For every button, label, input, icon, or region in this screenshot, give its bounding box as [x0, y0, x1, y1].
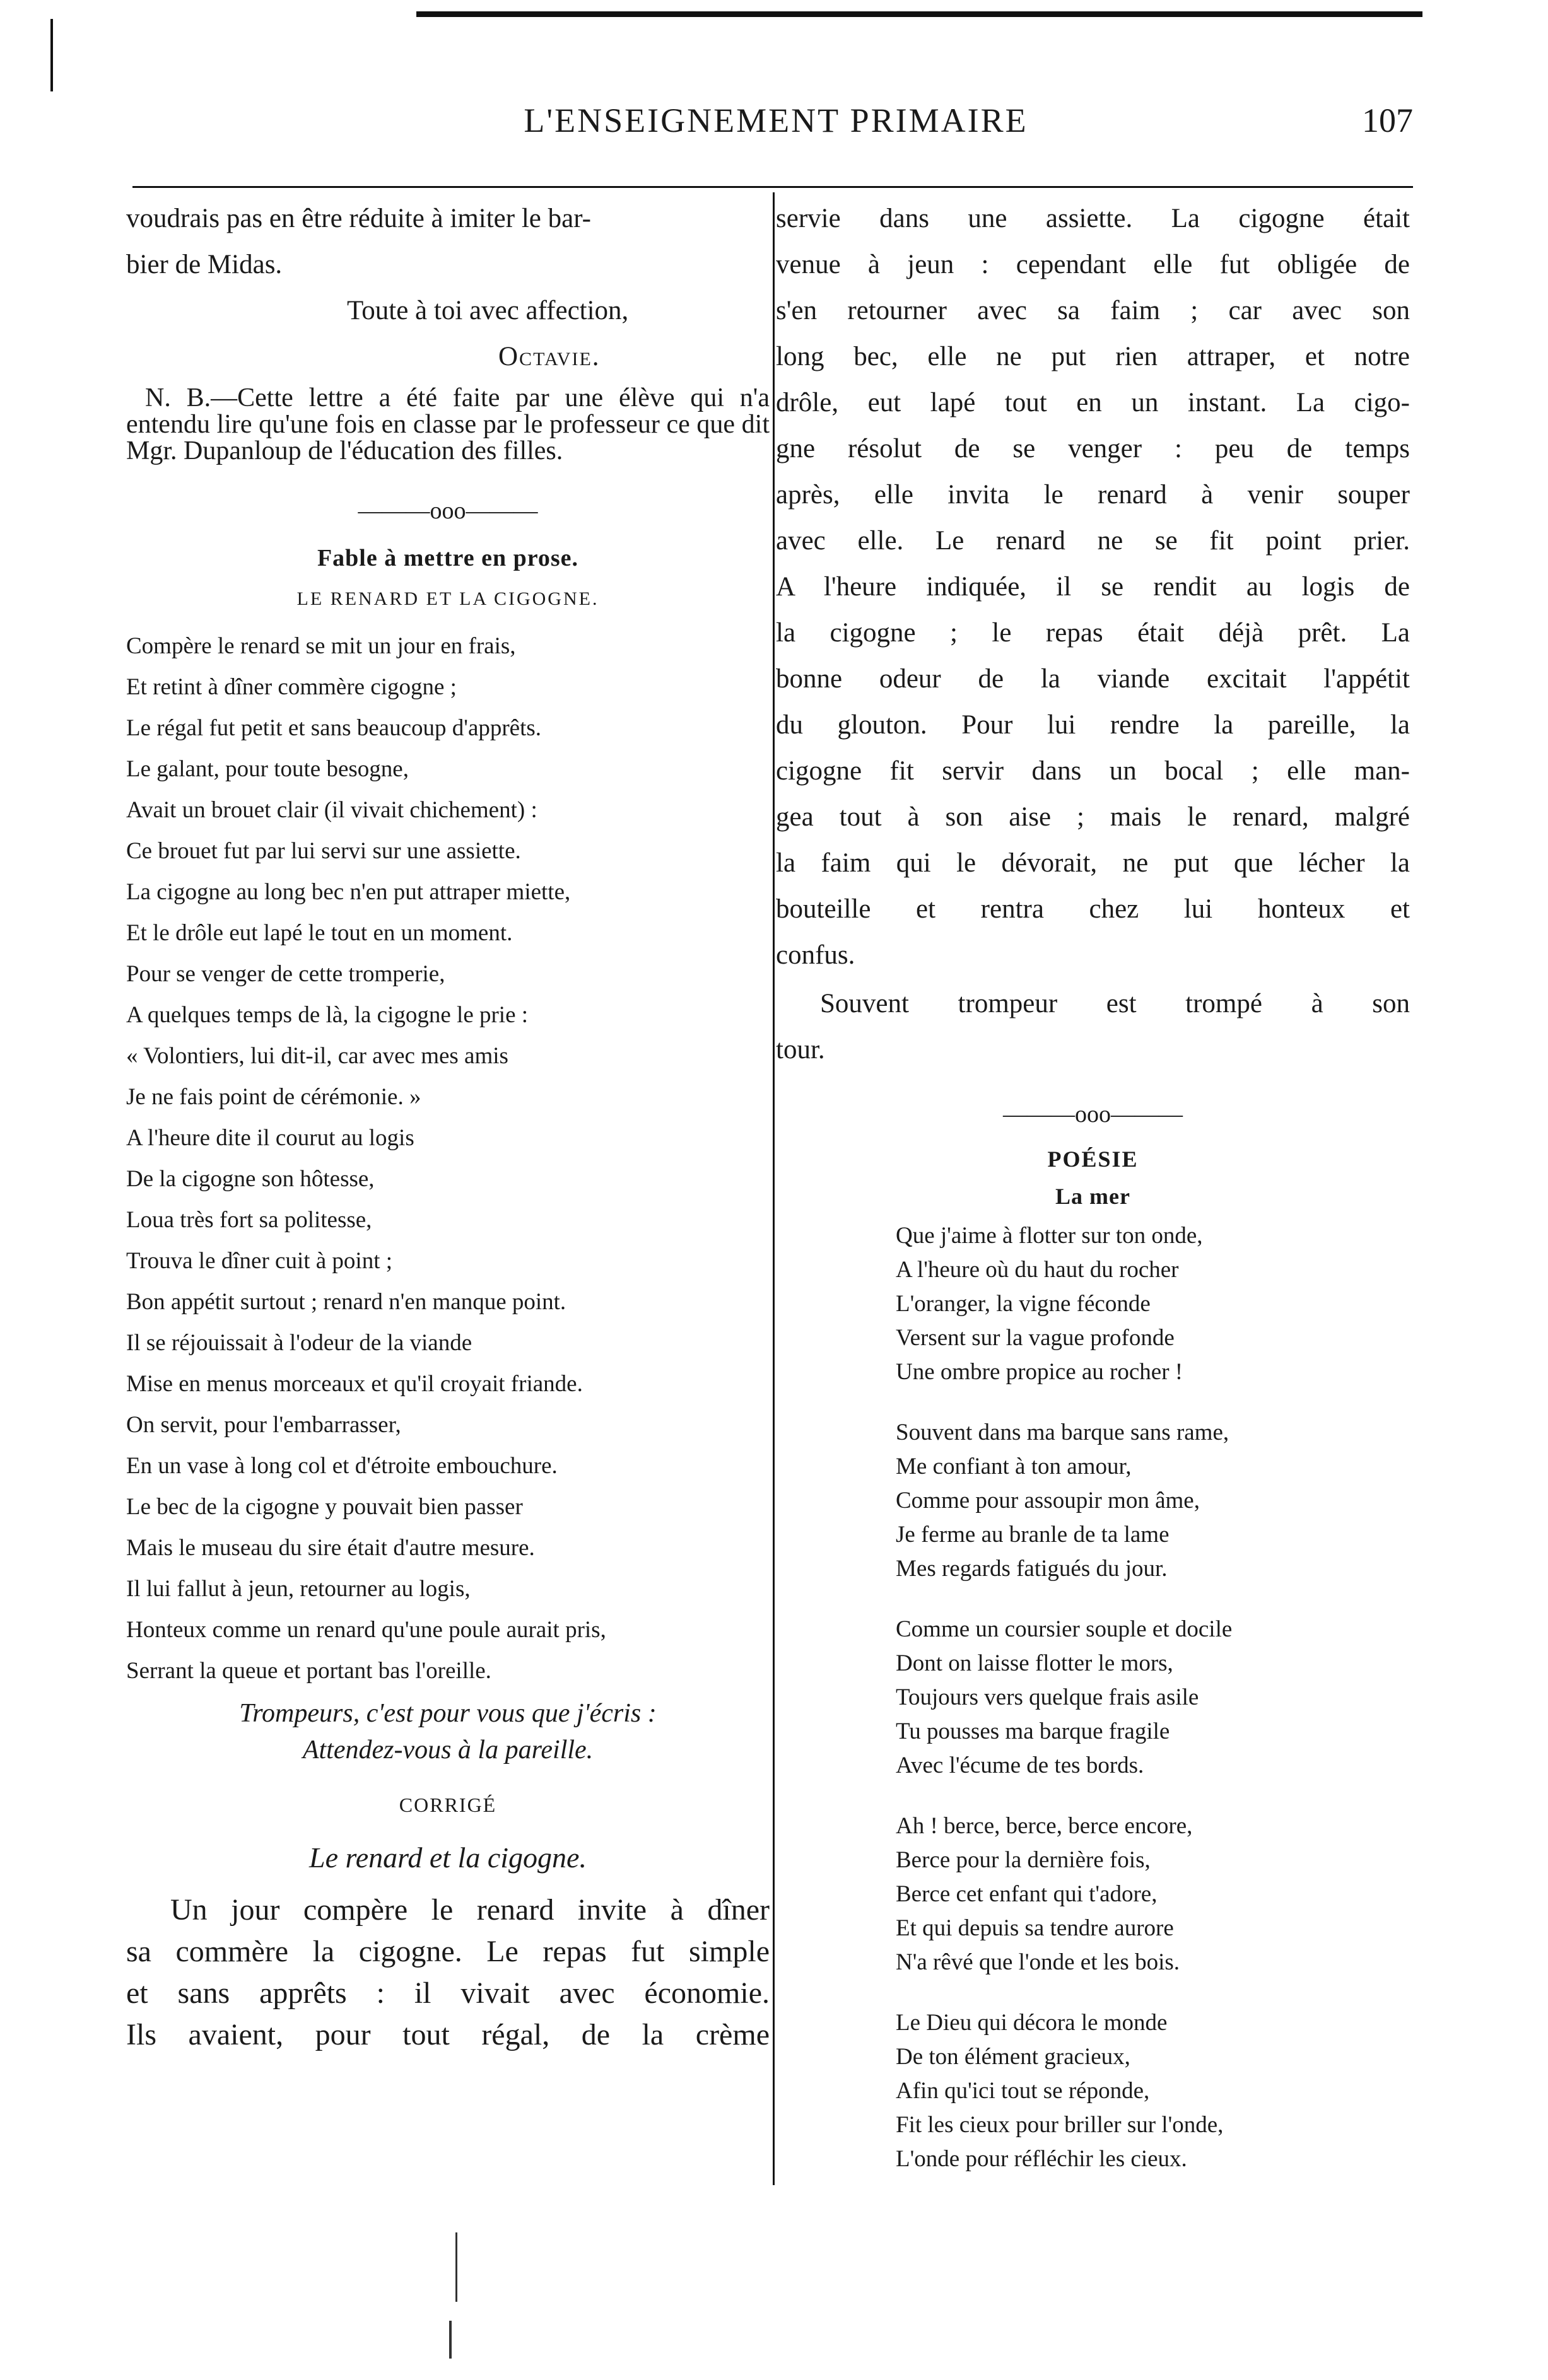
prose-line: drôle, eut lapé tout en un instant. La cigo-	[776, 388, 1410, 417]
poem-line: Le Dieu qui décora le monde	[896, 2010, 1168, 2036]
fable-line: Il lui fallut à jeun, retourner au logis,	[126, 1576, 471, 1602]
poem-line: De ton élément gracieux,	[896, 2044, 1130, 2070]
prose-line: A l'heure indiquée, il se rendit au logis de	[776, 572, 1410, 602]
poem-line: Tu pousses ma barque fragile	[896, 1718, 1170, 1744]
page-title: L'ENSEIGNEMENT PRIMAIRE	[524, 102, 1028, 139]
prose-line: cigogne fit servir dans un bocal ; elle man-	[776, 756, 1410, 786]
prose-line: confus.	[776, 940, 855, 970]
poem-line: A l'heure où du haut du rocher	[896, 1257, 1179, 1283]
prose-line: après, elle invita le renard à venir souper	[776, 480, 1410, 510]
left-margin-mark	[50, 19, 53, 91]
prose-line: long bec, elle ne put rien attraper, et notre	[776, 342, 1410, 371]
corrige-line: Un jour compère le renard invite à dîner	[170, 1893, 770, 1927]
fable-line: Je ne fais point de cérémonie. »	[126, 1084, 421, 1110]
intro-line-1: voudrais pas en être réduite à imiter le bar-	[126, 204, 591, 233]
corrige-prose	[126, 1889, 770, 2056]
top-border-rule	[416, 11, 1422, 17]
fable-line: Et le drôle eut lapé le tout en un moment.	[126, 920, 513, 946]
fable-line: Bon appétit surtout ; renard n'en manque point.	[126, 1289, 566, 1315]
fable-moral	[126, 1695, 770, 1768]
poem-line: N'a rêvé que l'onde et les bois.	[896, 1949, 1180, 1975]
moral-line: Souvent trompeur est trompé à son	[820, 989, 1410, 1018]
poem-line: Fit les cieux pour briller sur l'onde,	[896, 2112, 1224, 2138]
running-header	[126, 101, 1413, 151]
poem-line: Versent sur la vague profonde	[896, 1325, 1175, 1351]
corrige-heading: CORRIGÉ	[399, 1794, 497, 1816]
prose-line: gne résolut de se venger : peu de temps	[776, 434, 1410, 464]
fable-line: Le bec de la cigogne y pouvait bien passer	[126, 1494, 523, 1520]
fable-heading: Fable à mettre en prose.	[317, 545, 579, 571]
prose-line: venue à jeun : cependant elle fut obligée de	[776, 250, 1410, 279]
scan-mark	[449, 2321, 452, 2359]
moral-line: tour.	[776, 1035, 825, 1065]
fable-line: La cigogne au long bec n'en put attraper miette,	[126, 879, 571, 905]
fable-line: Compère le renard se mit un jour en frais,	[126, 633, 516, 659]
fable-line: « Volontiers, lui dit-il, car avec mes amis	[126, 1043, 508, 1069]
poem-line: Je ferme au branle de ta lame	[896, 1522, 1170, 1548]
fable-line: En un vase à long col et d'étroite embouchure.	[126, 1453, 558, 1479]
prose-line: du glouton. Pour lui rendre la pareille, la	[776, 710, 1410, 740]
fable-verse	[126, 626, 770, 1691]
poesie-heading: POÉSIE	[1047, 1146, 1139, 1172]
poem-stanza	[896, 1809, 1410, 1980]
fable-line: Le galant, pour toute besogne,	[126, 756, 409, 782]
corrige-line: et sans apprêts : il vivait avec économie.	[126, 1976, 770, 2010]
corrige-line: sa commère la cigogne. Le repas fut simple	[126, 1935, 770, 1968]
poem-line: Comme un coursier souple et docile	[896, 1616, 1233, 1642]
prose-line: gea tout à son aise ; mais le renard, malgré	[776, 802, 1410, 832]
poem-line: Souvent dans ma barque sans rame,	[896, 1420, 1229, 1445]
fable-line: On servit, pour l'embarrasser,	[126, 1412, 401, 1438]
section-separator: ———ooo———	[1003, 1101, 1183, 1128]
corrige-title: Le renard et la cigogne.	[309, 1841, 587, 1874]
poem-line: Mes regards fatigués du jour.	[896, 1556, 1168, 1582]
left-column	[126, 195, 770, 2056]
poem-stanza	[896, 1613, 1410, 1783]
prose-line: s'en retourner avec sa faim ; car avec son	[776, 296, 1410, 325]
letter-closing: Toute à toi avec affection,	[347, 296, 629, 325]
prose-line: la cigogne ; le repas était déjà prêt. La	[776, 618, 1410, 648]
fable-line: Trouva le dîner cuit à point ;	[126, 1248, 393, 1274]
fable-line: Honteux comme un renard qu'une poule aurait pris,	[126, 1617, 606, 1643]
fable-line: Mise en menus morceaux et qu'il croyait friande.	[126, 1371, 583, 1397]
prose-line: avec elle. Le renard ne se fit point prier.	[776, 526, 1410, 556]
poem-line: Et qui depuis sa tendre aurore	[896, 1915, 1174, 1941]
poem-line: Afin qu'ici tout se réponde,	[896, 2078, 1150, 2104]
fable-line: Le régal fut petit et sans beaucoup d'apprêts.	[126, 715, 542, 741]
fable-line: De la cigogne son hôtesse,	[126, 1166, 375, 1192]
scan-mark	[455, 2232, 457, 2302]
poem-line: Berce cet enfant qui t'adore,	[896, 1881, 1158, 1907]
poem-line: Que j'aime à flotter sur ton onde,	[896, 1223, 1203, 1249]
poem-line: Ah ! berce, berce, berce encore,	[896, 1813, 1193, 1839]
fable-line: A quelques temps de là, la cigogne le prie :	[126, 1002, 529, 1028]
letter-signature: Octavie.	[498, 342, 601, 371]
column-divider	[773, 192, 775, 2185]
poem-line: Dont on laisse flotter le mors,	[896, 1650, 1173, 1676]
fable-line: Mais le museau du sire était d'autre mesure.	[126, 1535, 535, 1561]
prose-line: la faim qui le dévorait, ne put que lécher la	[776, 848, 1410, 878]
corrige-moral	[776, 981, 1410, 1073]
prose-line: bouteille et rentra chez lui honteux et	[776, 894, 1410, 924]
poem-line: Toujours vers quelque frais asile	[896, 1684, 1199, 1710]
fable-line: Et retint à dîner commère cigogne ;	[126, 674, 457, 700]
intro-line-2: bier de Midas.	[126, 250, 283, 279]
fable-line: A l'heure dite il courut au logis	[126, 1125, 414, 1151]
moral-line: Trompeurs, c'est pour vous que j'écris :	[239, 1699, 657, 1728]
prose-line: servie dans une assiette. La cigogne était	[776, 204, 1410, 233]
fable-line: Avait un brouet clair (il vivait chichement) :	[126, 797, 537, 823]
poem-line: Me confiant à ton amour,	[896, 1454, 1132, 1479]
poem-line: L'onde pour réfléchir les cieux.	[896, 2146, 1187, 2172]
section-separator: ———ooo———	[358, 498, 538, 524]
fable-line: Pour se venger de cette tromperie,	[126, 961, 445, 987]
fable-line: Ce brouet fut par lui servi sur une assiette.	[126, 838, 521, 864]
poem	[776, 1219, 1410, 2176]
poem-line: L'oranger, la vigne féconde	[896, 1291, 1151, 1317]
fable-line: Serrant la queue et portant bas l'oreille.	[126, 1658, 491, 1684]
poem-title: La mer	[1055, 1184, 1130, 1209]
poem-line: Avec l'écume de tes bords.	[896, 1753, 1144, 1778]
nota-bene: N. B.—Cette lettre a été faite par une élève qui n'a entendu lire qu'une fois en classe par le professeur ce que dit Mgr. Dupanloup de l'éducation des filles.	[126, 383, 770, 465]
moral-line: Attendez-vous à la pareille.	[302, 1735, 594, 1765]
poem-line: Une ombre propice au rocher !	[896, 1359, 1183, 1385]
corrige-continued	[776, 195, 1410, 978]
fable-line: Loua très fort sa politesse,	[126, 1207, 372, 1233]
corrige-line: Ils avaient, pour tout régal, de la crème	[126, 2018, 770, 2051]
fable-line: Il se réjouissait à l'odeur de la viande	[126, 1330, 472, 1356]
page-number: 107	[1362, 102, 1413, 139]
fable-title: LE RENARD ET LA CIGOGNE.	[296, 588, 599, 609]
right-column	[776, 195, 1410, 2203]
poem-line: Berce pour la dernière fois,	[896, 1847, 1151, 1873]
prose-line: bonne odeur de la viande excitait l'appétit	[776, 664, 1410, 694]
poem-stanza	[896, 1416, 1410, 1586]
poem-stanza	[896, 2006, 1410, 2176]
header-rule	[132, 186, 1413, 188]
poem-line: Comme pour assoupir mon âme,	[896, 1488, 1200, 1514]
poem-stanza	[896, 1219, 1410, 1389]
